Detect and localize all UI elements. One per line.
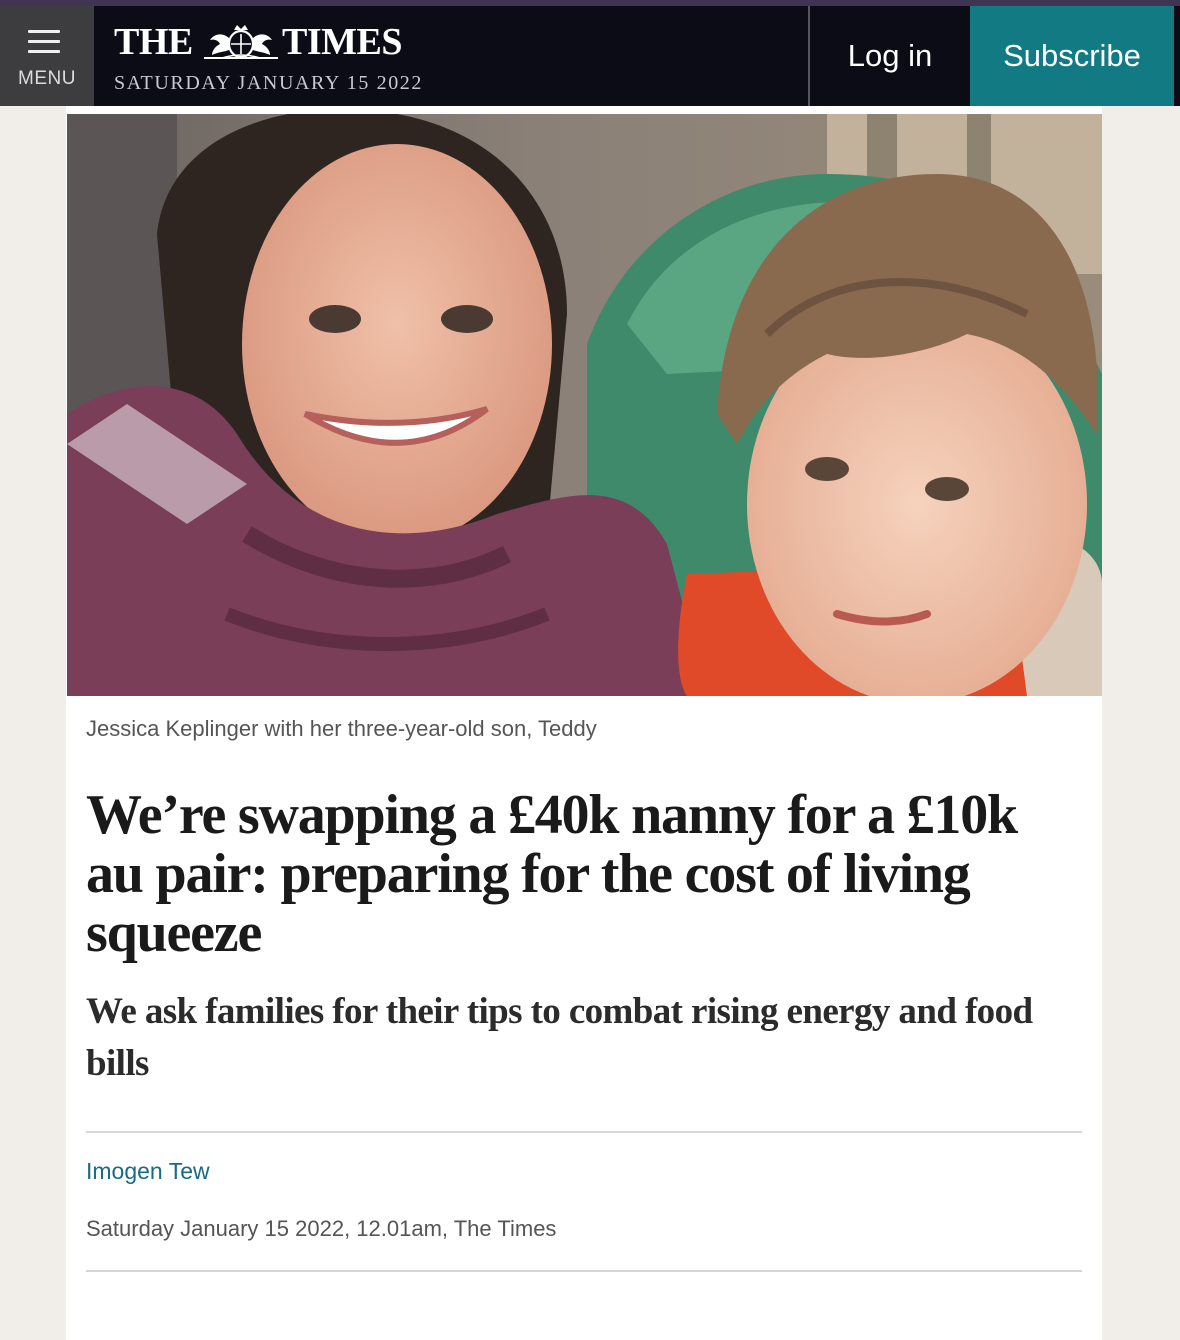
byline-divider-bottom [86, 1270, 1082, 1272]
article-card [66, 106, 1102, 1340]
masthead-date: SATURDAY JANUARY 15 2022 [114, 72, 423, 94]
menu-label: MENU [18, 68, 76, 89]
image-caption: Jessica Keplinger with her three-year-old son, Teddy [86, 716, 597, 741]
logo-word-the: THE [114, 21, 193, 63]
article-standfirst: We ask families for their tips to combat rising energy and food bills [86, 991, 1033, 1084]
site-header [0, 6, 1180, 106]
menu-button[interactable] [0, 6, 94, 106]
hero-photo [67, 114, 1102, 696]
byline-divider-top [86, 1131, 1082, 1133]
royal-crest-icon [200, 22, 282, 62]
logo-word-times: TIMES [282, 21, 402, 63]
publish-dateline: Saturday January 15 2022, 12.01am, The Times [86, 1216, 557, 1241]
hero-photo-illustration [67, 114, 1102, 696]
article-headline: We’re swapping a £40k nanny for a £10k au pair: preparing for the cost of living squeeze [86, 784, 1017, 964]
hamburger-icon [28, 30, 60, 54]
login-button[interactable]: Log in [847, 38, 933, 73]
author-link[interactable]: Imogen Tew [86, 1158, 210, 1184]
masthead-logo[interactable] [114, 20, 444, 100]
subscribe-button[interactable]: Subscribe [970, 6, 1174, 106]
